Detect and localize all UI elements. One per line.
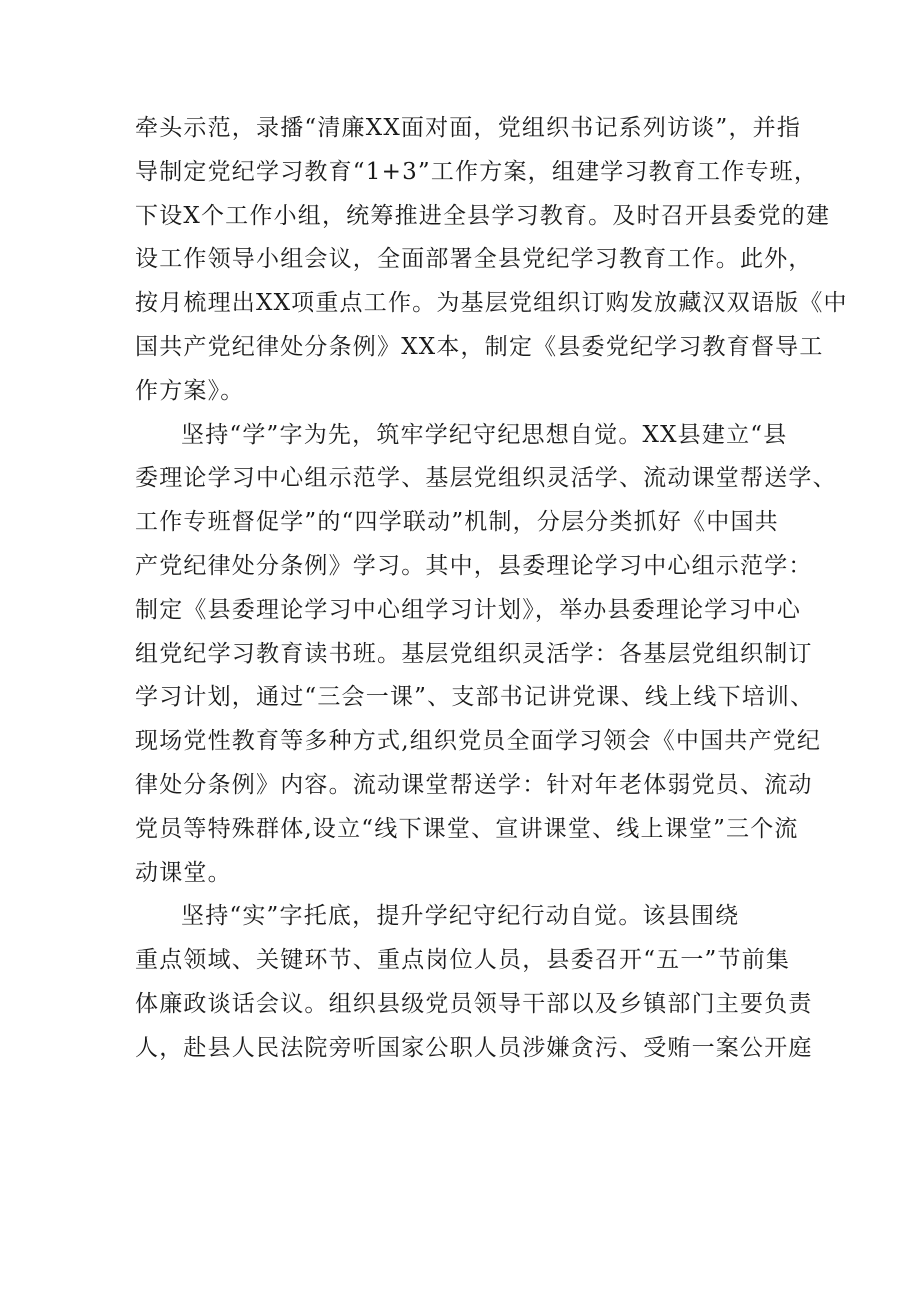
paragraph-3: [135, 895, 813, 1070]
text-line: 作方案》。: [135, 377, 245, 404]
text-line: 坚持“实”字托底，提升学纪守纪行动自觉。该县围绕: [181, 903, 740, 930]
paragraph-2: [135, 414, 837, 896]
text-line: 国共产党纪律处分条例》XX本，制定《县委党纪学习教育督导工: [135, 333, 824, 360]
text-line: 学习计划，通过“三会一课”、支部书记讲党课、线上线下培训、: [135, 684, 815, 711]
text-line: 设工作领导小组会议，全面部署全县党纪学习教育工作。此外，: [135, 246, 813, 273]
text-line: 下设X个工作小组，统筹推进全县学习教育。及时召开县委党的建: [135, 202, 831, 229]
text-line: 委理论学习中心组示范学、基层党组织灵活学、流动课堂帮送学、: [135, 465, 837, 492]
text-line: 组党纪学习教育读书班。基层党组织灵活学：各基层党组织制订: [135, 640, 813, 667]
text-line: 动课堂。: [135, 859, 232, 886]
text-line: 牵头示范，录播“清廉XX面对面，党组织书记系列访谈”，并指: [135, 115, 802, 141]
text-line: 按月梳理出XX项重点工作。为基层党组织订购发放藏汉双语版《中: [135, 290, 848, 317]
text-line: 制定《县委理论学习中心组学习计划》，举办县委理论学习中心: [135, 596, 802, 623]
text-line: 律处分条例》内容。流动课堂帮送学：针对年老体弱党员、流动: [135, 771, 813, 798]
paragraph-1: [135, 107, 848, 414]
text-line: 产党纪律处分条例》学习。其中，县委理论学习中心组示范学：: [135, 552, 813, 579]
text-line: 体廉政谈话会议。组织县级党员领导干部以及乡镇部门主要负责: [135, 990, 813, 1017]
text-line: 导制定党纪学习教育“1+3”工作方案，组建学习教育工作专班，: [135, 158, 819, 185]
document-body: [135, 107, 848, 1071]
text-line: 现场党性教育等多种方式,组织党员全面学习领会《中国共产党纪: [135, 728, 822, 755]
text-line: 坚持“学”字为先，筑牢学纪守纪思想自觉。XX县建立“县: [181, 421, 788, 448]
text-line: 工作专班督促学”的“四学联动”机制，分层分类抓好《中国共: [135, 509, 779, 536]
text-line: 党员等特殊群体,设立“线下课堂、宣讲课堂、线上课堂”三个流: [135, 815, 799, 842]
text-line: 重点领域、关键环节、重点岗位人员，县委召开“五一”节前集: [135, 947, 791, 974]
text-line: 人，赴县人民法院旁听国家公职人员涉嫌贪污、受贿一案公开庭: [135, 1034, 813, 1061]
